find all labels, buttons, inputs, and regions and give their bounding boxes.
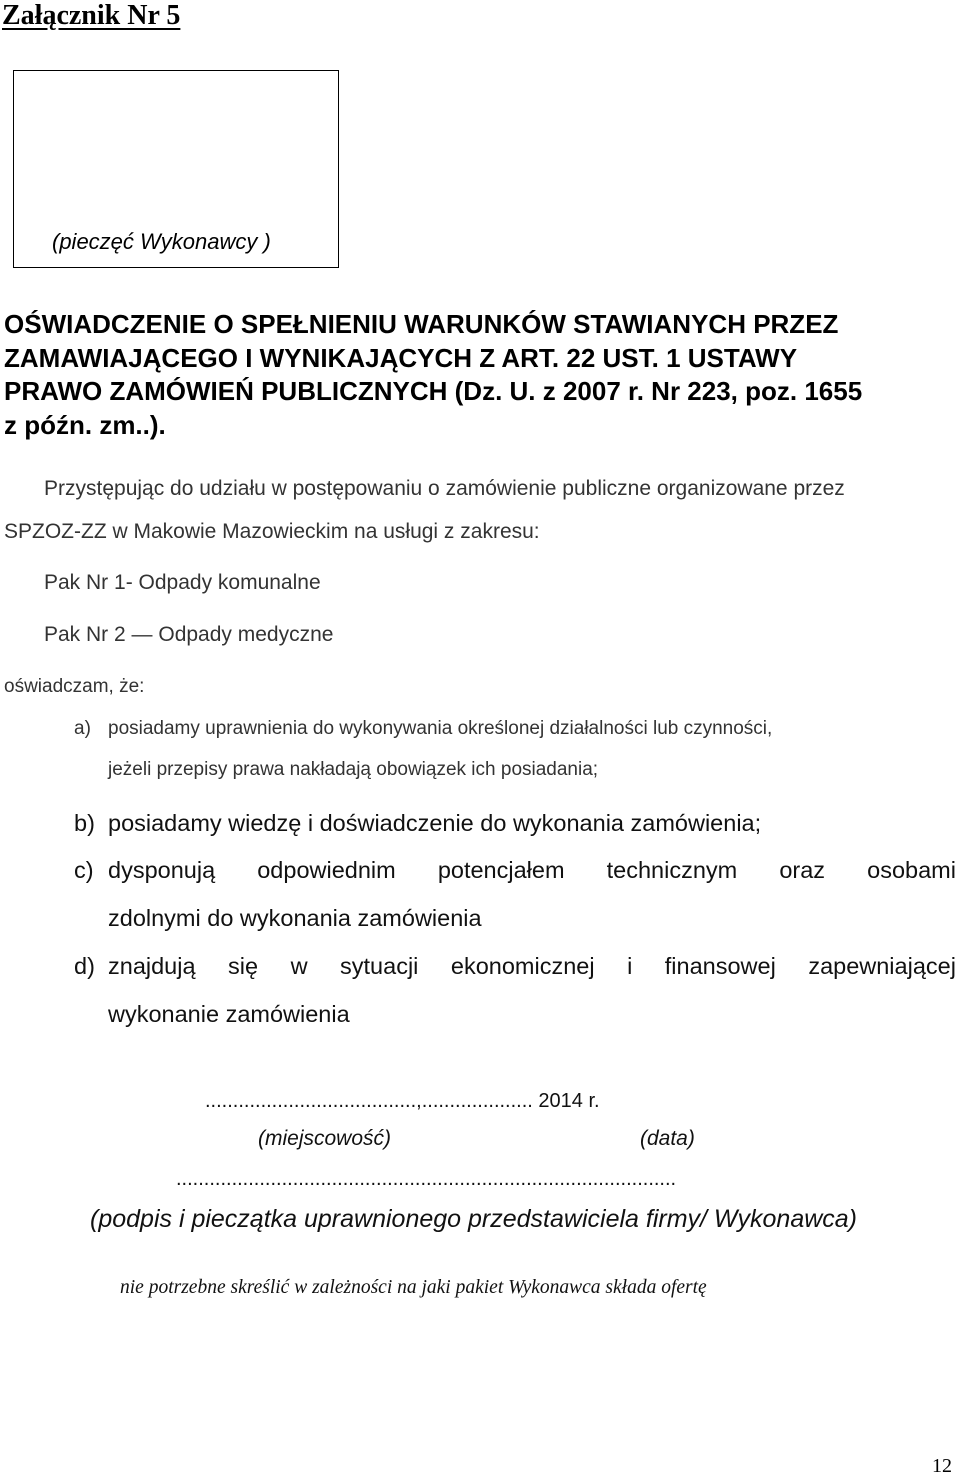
word: technicznym bbox=[606, 857, 738, 883]
heading-line: PRAWO ZAMÓWIEŃ PUBLICZNYCH (Dz. U. z 2007 r. Nr 223, poz. 1655 bbox=[4, 376, 863, 406]
word: odpowiednim bbox=[257, 857, 396, 883]
heading-line: OŚWIADCZENIE O SPEŁNIENIU WARUNKÓW STAWIANYCH PRZEZ bbox=[4, 309, 839, 339]
signer-caption: (podpis i pieczątka uprawnionego przedstawiciela firmy/ Wykonawca) bbox=[90, 1205, 858, 1233]
word: dysponują bbox=[108, 857, 216, 883]
word: osobami bbox=[867, 857, 956, 883]
word: się bbox=[228, 953, 259, 979]
item-d-marker: d) bbox=[74, 953, 95, 979]
word: zapewniającej bbox=[808, 953, 956, 979]
intro-line-2: SPZOZ-ZZ w Makowie Mazowieckim na usługi z zakresu: bbox=[4, 520, 540, 543]
word: sytuacji bbox=[340, 953, 419, 979]
stamp-caption: (pieczęć Wykonawcy ) bbox=[52, 229, 271, 254]
package-2: Pak Nr 2 — Odpady medyczne bbox=[44, 623, 334, 646]
item-a-line-1: posiadamy uprawnienia do wykonywania określonej działalności lub czynności, bbox=[108, 718, 773, 739]
footnote: nie potrzebne skreślić w zależności na jaki pakiet Wykonawca składa ofertę bbox=[120, 1277, 707, 1298]
word: finansowej bbox=[664, 953, 776, 979]
word: znajdują bbox=[108, 953, 196, 979]
date-caption: (data) bbox=[640, 1127, 695, 1150]
word: i bbox=[627, 953, 633, 979]
page-number: 12 bbox=[932, 1455, 952, 1477]
package-1: Pak Nr 1- Odpady komunalne bbox=[44, 571, 321, 594]
signature-dots-line: .......................................................................................... bbox=[176, 1168, 677, 1190]
item-d-line-1 bbox=[108, 953, 956, 980]
place-date-line: ......................................,.................... 2014 r. bbox=[205, 1090, 600, 1112]
item-d-line-2: wykonanie zamówienia bbox=[108, 1001, 350, 1027]
heading-line: ZAMAWIAJĄCEGO I WYNIKAJĄCYCH Z ART. 22 UST. 1 USTAWY bbox=[4, 342, 798, 373]
word: ekonomicznej bbox=[450, 953, 595, 979]
item-b-line-1: posiadamy wiedzę i doświadczenie do wykonania zamówienia; bbox=[108, 810, 762, 836]
item-c-line-2: zdolnymi do wykonania zamówienia bbox=[108, 905, 482, 931]
word: w bbox=[290, 953, 308, 979]
contractor-stamp-box bbox=[13, 70, 339, 268]
item-c-marker: c) bbox=[74, 857, 94, 883]
attachment-title: Załącznik Nr 5 bbox=[2, 0, 181, 31]
heading-line: z późn. zm..). bbox=[4, 409, 166, 440]
declare-label: oświadczam, że: bbox=[4, 676, 145, 697]
place-caption: (miejscowość) bbox=[258, 1127, 392, 1150]
declaration-heading bbox=[4, 308, 862, 442]
item-a-line-2: jeżeli przepisy prawa nakładają obowiązek ich posiadania; bbox=[108, 759, 599, 780]
item-b-marker: b) bbox=[74, 810, 95, 836]
intro-line-1: Przystępując do udziału w postępowaniu o zamówienie publiczne organizowane przez bbox=[44, 477, 845, 500]
word: oraz bbox=[779, 857, 826, 883]
item-a-marker: a) bbox=[74, 718, 91, 739]
item-c-line-1 bbox=[108, 857, 956, 884]
word: potencjałem bbox=[437, 857, 565, 883]
